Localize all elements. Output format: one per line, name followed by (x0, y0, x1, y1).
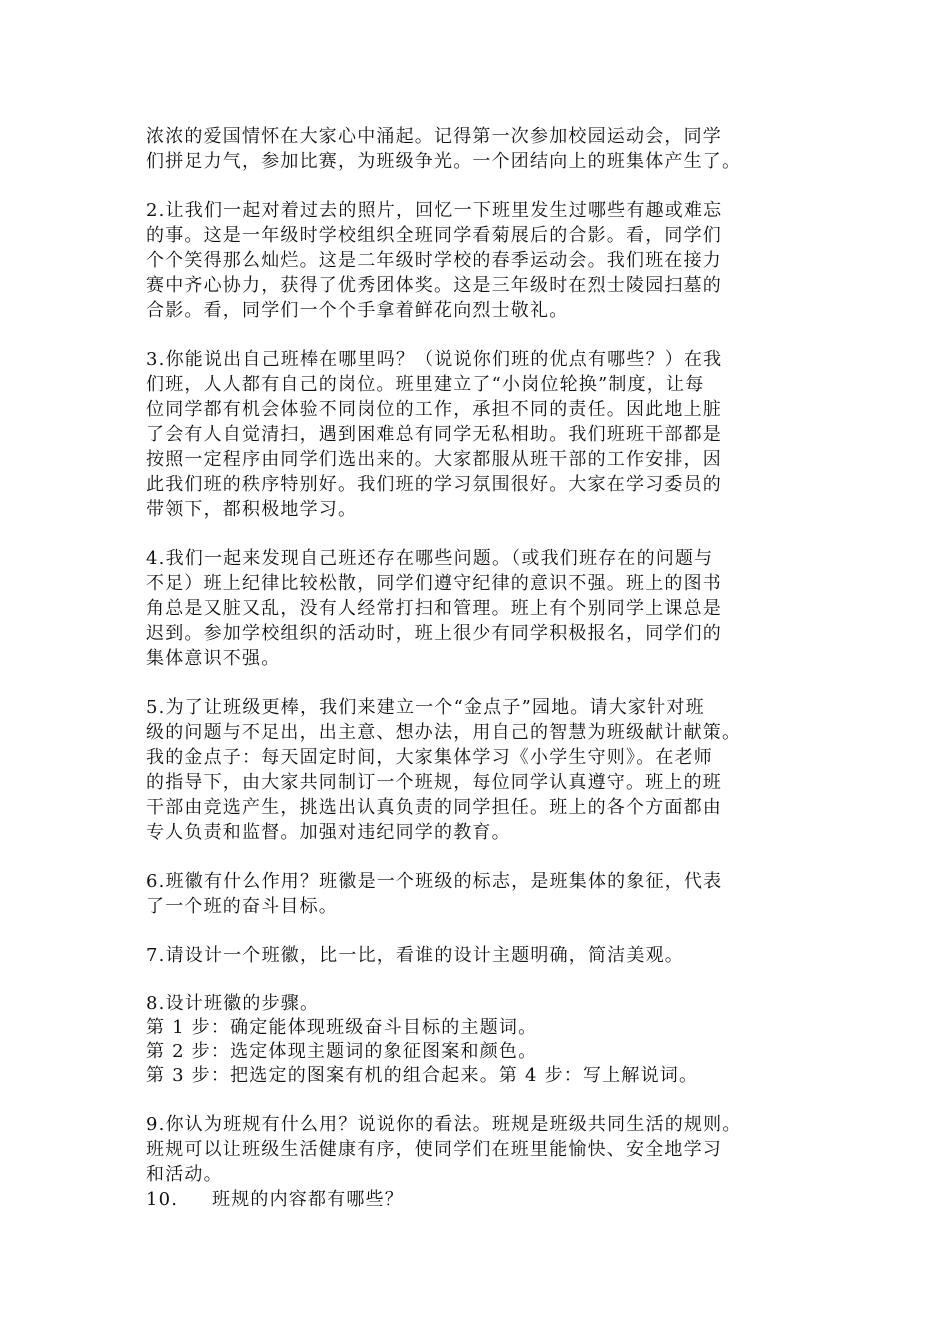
question-10-line (146, 1187, 826, 1212)
step-line: 第 1 步：确定能体现班级奋斗目标的主题词。 (146, 1017, 538, 1038)
question-text: 班规的内容都有哪些？ (212, 1189, 404, 1210)
text-line: 级的问题与不足出，出主意、想办法，用自己的智慧为班级献计献策。 (146, 722, 742, 743)
text-line: 和活动。 (146, 1164, 223, 1185)
document-body (146, 124, 826, 1236)
text-line: 干部由竞选产生，挑选出认真负责的同学担任。班上的各个方面都由 (146, 797, 722, 818)
text-line: 个个笑得那么灿烂。这是二年级时学校的春季运动会。我们班在接力 (146, 250, 722, 271)
text-line: 按照一定程序由同学们选出来的。大家都服从班干部的工作安排，因 (146, 449, 722, 470)
text-line: 2.让我们一起对着过去的照片，回忆一下班里发生过哪些有趣或难忘 (146, 200, 723, 221)
paragraph-5 (146, 695, 826, 845)
paragraph-8-steps (146, 992, 826, 1088)
paragraph-intro (146, 124, 826, 174)
text-line: 4.我们一起来发现自己班还存在哪些问题。（或我们班存在的问题与 (146, 548, 714, 569)
text-line: 集体意识不强。 (146, 648, 281, 669)
text-line: 赛中齐心协力，获得了优秀团体奖。这是三年级时在烈士陵园扫墓的 (146, 275, 722, 296)
text-line: 位同学都有机会体验不同岗位的工作，承担不同的责任。因此地上脏 (146, 399, 722, 420)
text-line: 了一个班的奋斗目标。 (146, 896, 338, 917)
paragraph-7 (146, 943, 826, 968)
step-line: 第 2 步：选定体现主题词的象征图案和颜色。 (146, 1041, 538, 1062)
text-line: 9.你认为班规有什么用？说说你的看法。班规是班级共同生活的规则。 (146, 1114, 742, 1135)
text-line: 不足）班上纪律比较松散，同学们遵守纪律的意识不强。班上的图书 (146, 573, 722, 594)
paragraph-6 (146, 869, 826, 919)
text-line: 7.请设计一个班徽，比一比，看谁的设计主题明确，简洁美观。 (146, 945, 684, 966)
text-line: 迟到。参加学校组织的活动时，班上很少有同学积极报名，同学们的 (146, 623, 722, 644)
text-line: 6.班徽有什么作用？班徽是一个班级的标志，是班集体的象征，代表 (146, 871, 723, 892)
question-number: 10. (146, 1189, 179, 1210)
text-line: 的事。这是一年级时学校组织全班同学看菊展后的合影。看，同学们 (146, 225, 722, 246)
question-10 (146, 1187, 826, 1212)
paragraph-3 (146, 347, 826, 522)
text-line: 此我们班的秩序特别好。我们班的学习氛围很好。大家在学习委员的 (146, 474, 722, 495)
paragraph-4 (146, 546, 826, 671)
text-line: 合影。看，同学们一个个手拿着鲜花向烈士敬礼。 (146, 300, 569, 321)
text-line: 角总是又脏又乱，没有人经常打扫和管理。班上有个别同学上课总是 (146, 598, 722, 619)
text-line: 带领下，都积极地学习。 (146, 499, 358, 520)
text-line: 我的金点子：每天固定时间，大家集体学习《小学生守则》。在老师 (146, 747, 713, 768)
step-line: 第 3 步：把选定的图案有机的组合起来。第 4 步：写上解说词。 (146, 1065, 699, 1086)
text-line: 班规可以让班级生活健康有序，使同学们在班里能愉快、安全地学习 (146, 1139, 722, 1160)
text-line: 8.设计班徽的步骤。 (146, 993, 320, 1014)
paragraph-2 (146, 198, 826, 323)
text-line: 浓浓的爱国情怀在大家心中涌起。记得第一次参加校园运动会，同学 (146, 126, 722, 147)
text-line: 了会有人自觉清扫，遇到困难总有同学无私相助。我们班班干部都是 (146, 424, 722, 445)
paragraph-9 (146, 1112, 826, 1187)
text-line: 5.为了让班级更棒，我们来建立一个“金点子”园地。请大家针对班 (146, 697, 705, 718)
text-line: 们班，人人都有自己的岗位。班里建立了“小岗位轮换”制度，让每 (146, 374, 705, 395)
text-line: 专人负责和监督。加强对违纪同学的教育。 (146, 822, 511, 843)
text-line: 3.你能说出自己班棒在哪里吗？（说说你们班的优点有哪些？）在我 (146, 349, 723, 370)
text-line: 们拼足力气，参加比赛，为班级争光。一个团结向上的班集体产生了。 (146, 151, 742, 172)
text-line: 的指导下，由大家共同制订一个班规，每位同学认真遵守。班上的班 (146, 772, 722, 793)
